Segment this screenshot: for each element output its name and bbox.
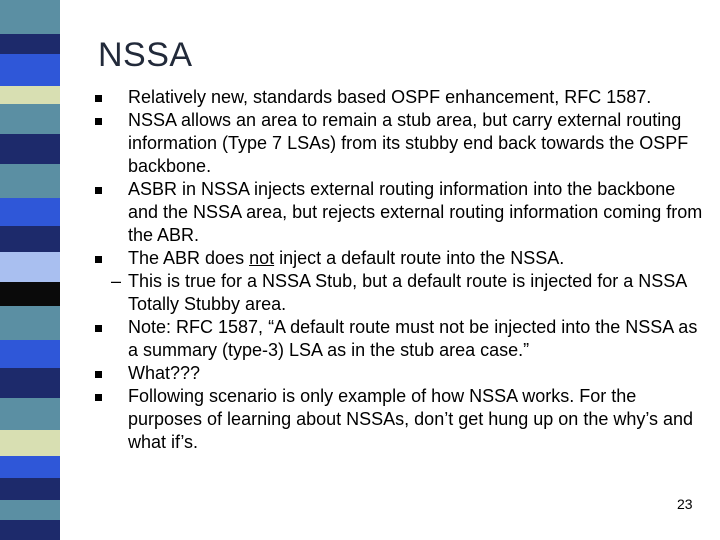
stripe-block bbox=[0, 500, 60, 520]
bullet-item bbox=[95, 86, 705, 109]
square-bullet-icon bbox=[95, 371, 102, 378]
decorative-color-stripe bbox=[0, 0, 60, 540]
stripe-block bbox=[0, 398, 60, 430]
bullet-item bbox=[95, 247, 705, 270]
stripe-block bbox=[0, 478, 60, 500]
bullet-item bbox=[95, 316, 705, 362]
sub-bullet-text: This is true for a NSSA Stub, but a default route is injected for a NSSA Totally Stubby area. bbox=[128, 271, 687, 314]
underlined-word: not bbox=[249, 248, 275, 268]
bullet-item bbox=[95, 362, 705, 385]
bullet-text: What??? bbox=[128, 363, 201, 383]
square-bullet-icon bbox=[95, 394, 102, 401]
bullet-item bbox=[95, 385, 705, 454]
stripe-block bbox=[0, 226, 60, 252]
stripe-block bbox=[0, 0, 60, 34]
page-number: 23 bbox=[677, 496, 693, 512]
bullet-text: The ABR does not inject a default route into the NSSA. bbox=[128, 248, 565, 268]
stripe-block bbox=[0, 340, 60, 368]
stripe-block bbox=[0, 252, 60, 282]
square-bullet-icon bbox=[95, 256, 102, 263]
bullet-text: Relatively new, standards based OSPF enhancement, RFC 1587. bbox=[128, 87, 652, 107]
stripe-block bbox=[0, 368, 60, 398]
bullet-text: NSSA allows an area to remain a stub area, but carry external routing information (Type 7 LSAs) from its stubby end back towards the OSPF backbone. bbox=[128, 110, 689, 176]
square-bullet-icon bbox=[95, 187, 102, 194]
stripe-block bbox=[0, 520, 60, 540]
bullet-text: ASBR in NSSA injects external routing information into the backbone and the NSSA area, but rejects external routing information coming from the ABR. bbox=[128, 179, 703, 245]
stripe-block bbox=[0, 134, 60, 164]
sub-bullet-item bbox=[95, 270, 705, 316]
bullet-text: Following scenario is only example of how NSSA works. For the purposes of learning about NSSAs, don’t get hung up on the why’s and what if’s. bbox=[128, 386, 694, 452]
bullet-item bbox=[95, 178, 705, 247]
stripe-block bbox=[0, 456, 60, 478]
stripe-block bbox=[0, 34, 60, 54]
stripe-block bbox=[0, 54, 60, 86]
stripe-block bbox=[0, 282, 60, 306]
bullet-text: Note: RFC 1587, “A default route must not be injected into the NSSA as a summary (type-3) LSA as in the stub area case.” bbox=[128, 317, 698, 360]
square-bullet-icon bbox=[95, 118, 102, 125]
stripe-block bbox=[0, 164, 60, 198]
stripe-block bbox=[0, 104, 60, 134]
slide-title: NSSA bbox=[98, 36, 193, 74]
bullet-item bbox=[95, 109, 705, 178]
square-bullet-icon bbox=[95, 325, 102, 332]
square-bullet-icon bbox=[95, 95, 102, 102]
dash-bullet-icon: – bbox=[111, 271, 122, 291]
stripe-block bbox=[0, 86, 60, 104]
bullet-list bbox=[95, 86, 705, 454]
stripe-block bbox=[0, 430, 60, 456]
stripe-block bbox=[0, 306, 60, 340]
stripe-block bbox=[0, 198, 60, 226]
